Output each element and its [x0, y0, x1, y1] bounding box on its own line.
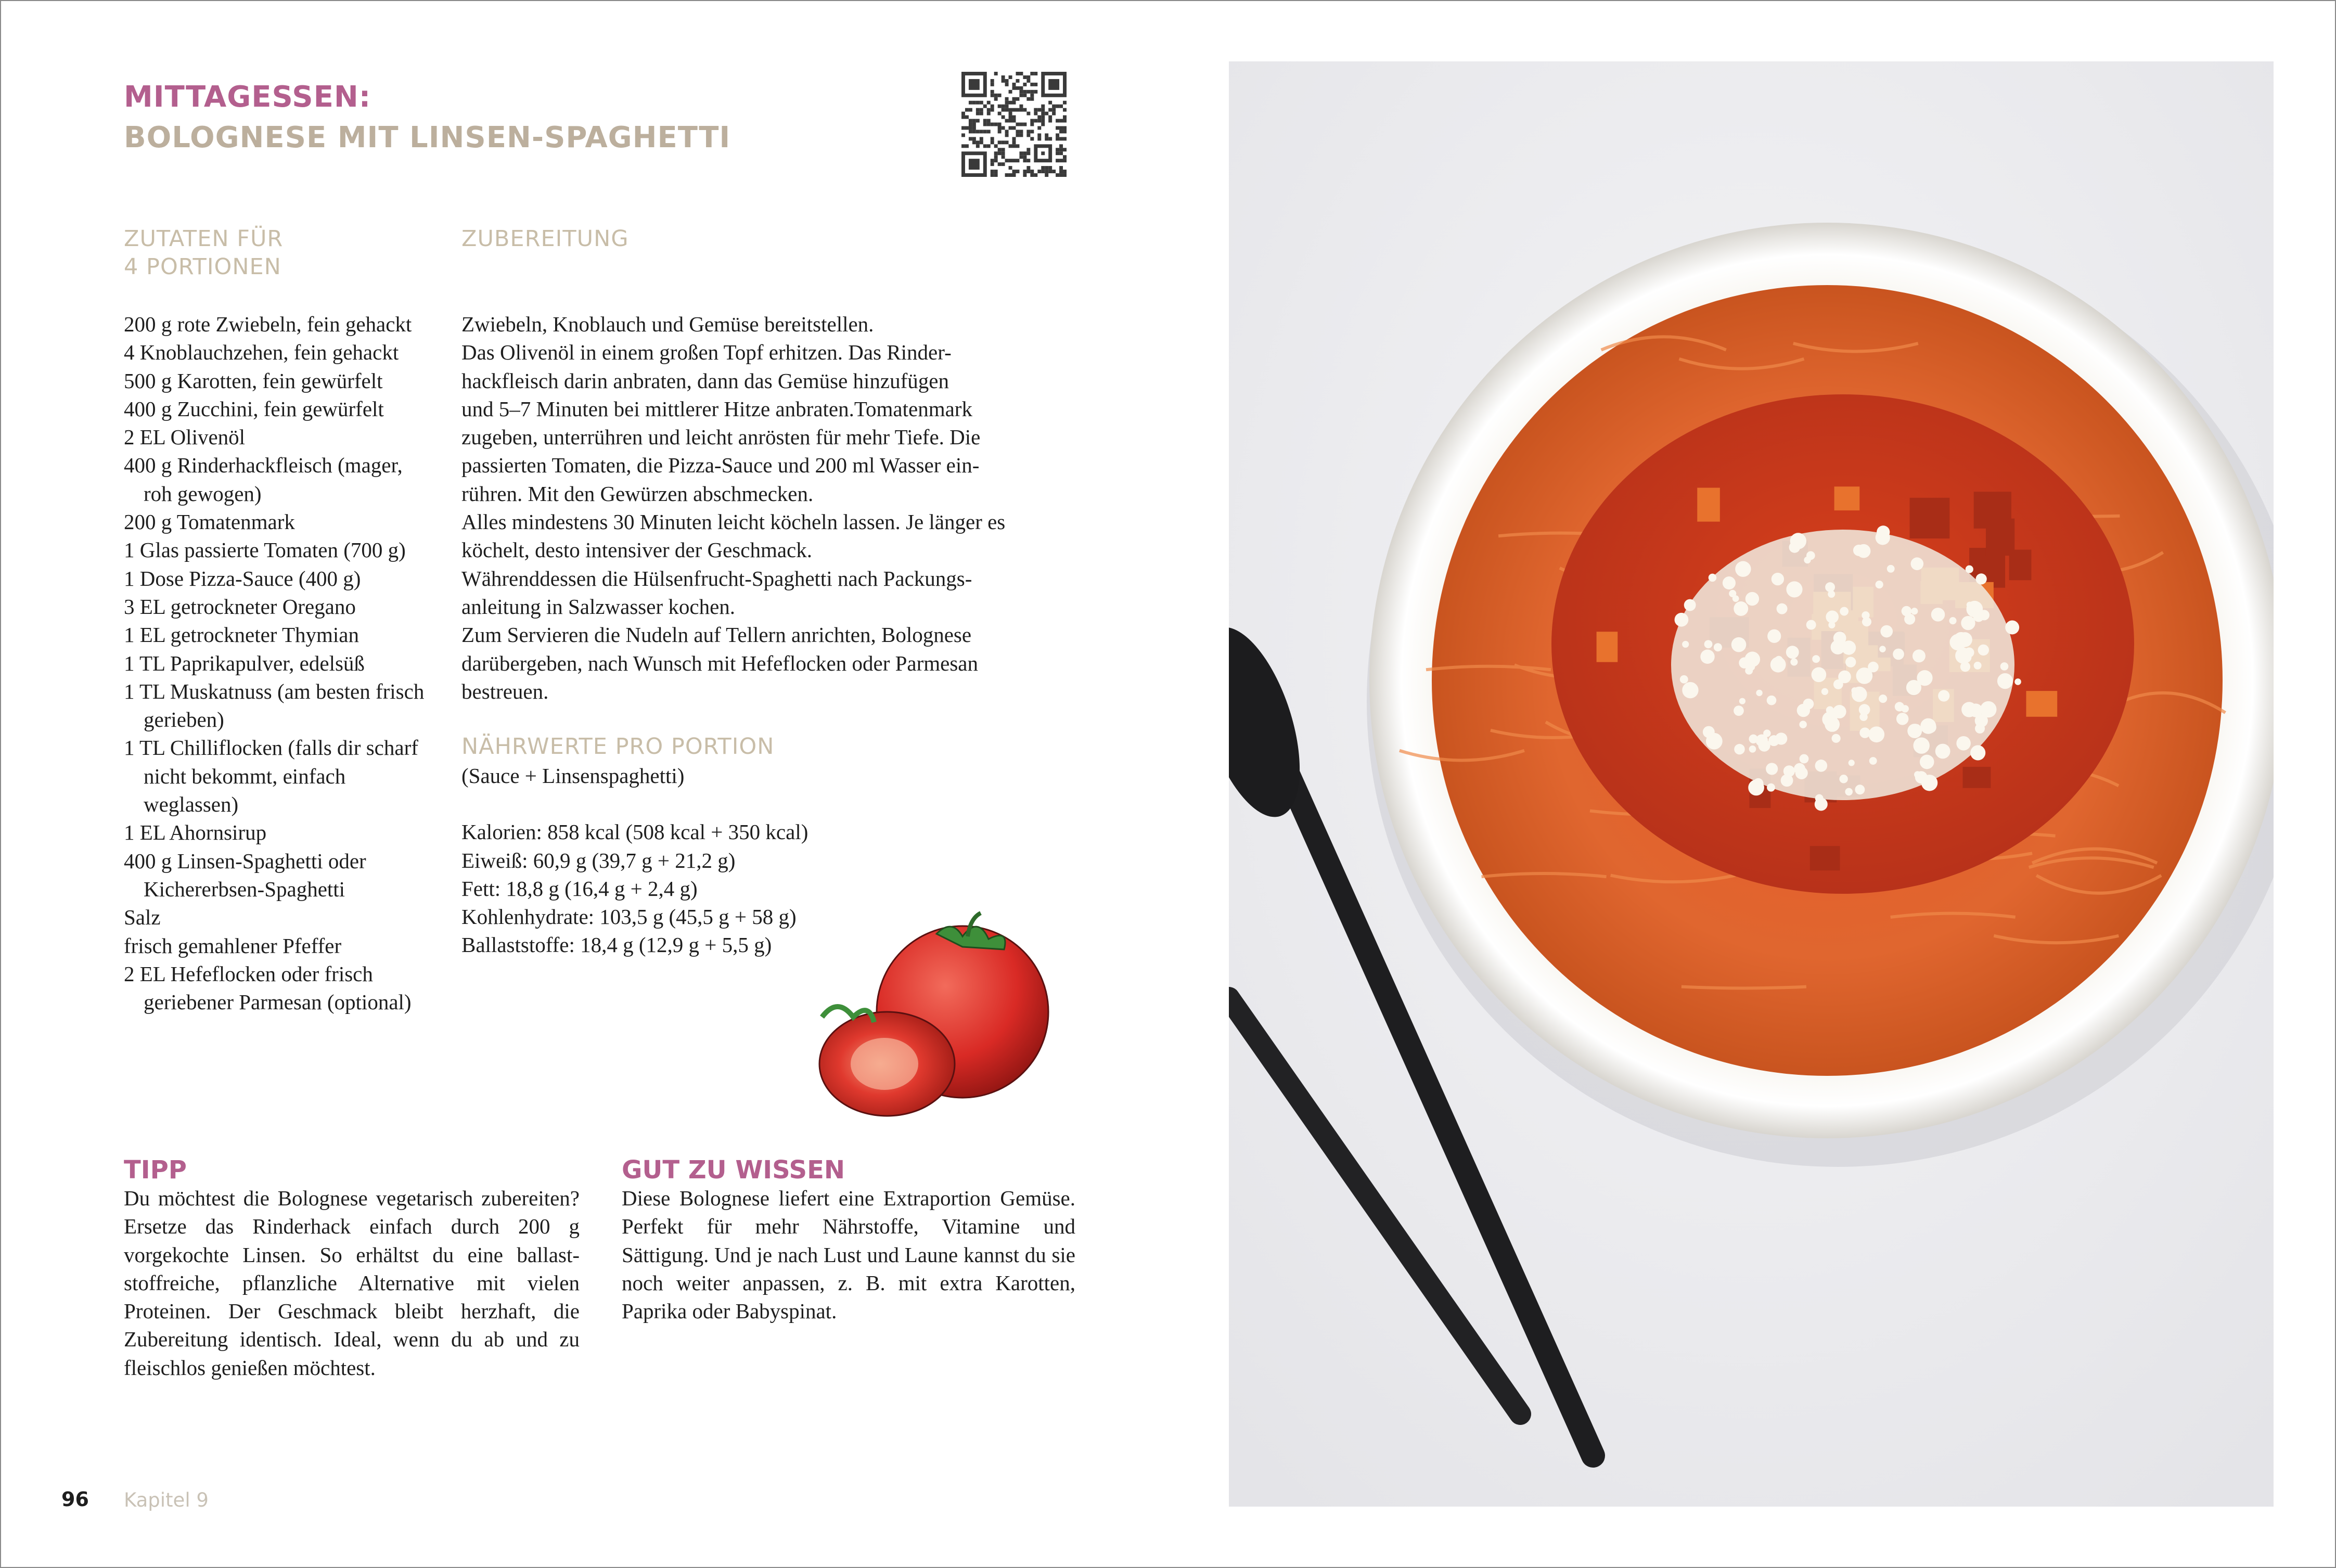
ingredient-item: Salz [124, 905, 161, 930]
nutrition-line: Eiweiß: 60,9 g (39,7 g + 21,2 g) [461, 848, 736, 872]
tipp-heading: TIPP [124, 1155, 187, 1185]
preparation-line: Das Olivenöl in einem großen Topf erhitzen. Das Rinder- [461, 340, 952, 365]
preparation-line: darübergeben, nach Wunsch mit Hefeflocken oder Parmesan [461, 651, 978, 675]
spaghetti-bolognese-photo [1229, 61, 2274, 1507]
ingredient-item: 1 TL Muskatnuss (am besten frisch gerieben) [124, 679, 425, 732]
ingredient-item: 400 g Rinderhackfleisch (mager, roh gewogen) [124, 453, 403, 506]
ingredient-item: 200 g Tomatenmark [124, 510, 295, 534]
ingredients-list [124, 310, 436, 1016]
title-line-2: BOLOGNESE MIT LINSEN-SPAGHETTI [124, 121, 731, 155]
tipp-text: Du möchtest die Bolognese vegetarisch zubereiten? Ersetze das Rinderhack einfach durch 200 g vorgekochte Linsen. So erhältst du eine ballaststoffreiche, pflanzliche Alternative mit vielen Proteinen. Der Geschmack bleibt herzhaft, die Zubereitung identisch. Ideal, wenn du ab und zu fleischlos genießen möchtest. [124, 1186, 580, 1380]
ingredients-heading-line-2: 4 PORTIONEN [124, 254, 281, 280]
gut-zu-wissen-text: Diese Bolognese liefert eine Extraportion Gemüse. Perfekt für mehr Nährstoffe, Vitamine und Sättigung. Und je nach Lust und Laune kannst du sie noch weiter anpassen, z. B. mit extra Karotten, Paprika oder Babyspinat. [622, 1186, 1075, 1323]
nutrition-line: Kalorien: 858 kcal (508 kcal + 350 kcal) [461, 820, 808, 844]
preparation-heading: ZUBEREITUNG [461, 226, 629, 252]
nutrition-heading: NÄHRWERTE PRO PORTION [461, 734, 775, 760]
ingredient-item: 2 EL Olivenöl [124, 425, 246, 449]
page-number: 96 [61, 1488, 89, 1511]
preparation-text [461, 310, 1086, 705]
ingredient-item: 4 Knoblauchzehen, fein gehackt [124, 340, 399, 365]
ingredient-item: 2 EL Hefeflocken oder frisch geriebener Parmesan (optional) [124, 961, 412, 1014]
ingredient-item: 1 EL Ahornsirup [124, 820, 267, 845]
ingredient-item: 400 g Zucchini, fein gewürfelt [124, 396, 384, 421]
nutrition-line: Fett: 18,8 g (16,4 g + 2,4 g) [461, 876, 698, 901]
preparation-line: Zum Servieren die Nudeln auf Tellern anrichten, Bolognese [461, 623, 972, 647]
preparation-line: anleitung in Salzwasser kochen. [461, 594, 736, 619]
preparation-line: hackfleisch darin anbraten, dann das Gemüse hinzufügen [461, 368, 949, 393]
nutrition-line: Kohlenhydrate: 103,5 g (45,5 g + 58 g) [461, 905, 797, 929]
title-line-1: MITTAGESSEN: [124, 80, 371, 114]
preparation-line: und 5–7 Minuten bei mittlerer Hitze anbraten.Tomatenmark [461, 396, 972, 421]
ingredients-heading-line-1: ZUTATEN FÜR [124, 226, 284, 252]
ingredient-item: 1 EL getrockneter Thymian [124, 623, 359, 647]
nutrition-subtitle: (Sauce + Linsenspaghetti) [461, 764, 685, 788]
preparation-line: bestreuen. [461, 679, 549, 703]
tomato-illustration [806, 908, 1067, 1126]
ingredient-item: 3 EL getrockneter Oregano [124, 594, 356, 619]
ingredient-item: 1 TL Paprikapulver, edelsüß [124, 651, 365, 675]
ingredient-item: 500 g Karotten, fein gewürfelt [124, 368, 383, 393]
page-title [124, 77, 730, 158]
ingredient-item: 1 TL Chilliflocken (falls dir scharf nicht bekommt, einfach weglassen) [124, 736, 418, 817]
ingredient-item: 200 g rote Zwiebeln, fein gehackt [124, 312, 412, 336]
ingredient-item: frisch gemahlener Pfeffer [124, 933, 342, 958]
preparation-line: rühren. Mit den Gewürzen abschmecken. [461, 481, 814, 506]
ingredient-item: 400 g Linsen-Spaghetti oder Kichererbsen-Spaghetti [124, 849, 366, 901]
preparation-line: Währenddessen die Hülsenfrucht-Spaghetti nach Packungs- [461, 566, 972, 590]
ingredients-heading [124, 225, 283, 281]
preparation-line: köchelt, desto intensiver der Geschmack. [461, 538, 812, 562]
ingredient-item: 1 Dose Pizza-Sauce (400 g) [124, 566, 361, 590]
preparation-line: Alles mindestens 30 Minuten leicht köcheln lassen. Je länger es [461, 510, 1006, 534]
chapter-label: Kapitel 9 [124, 1489, 209, 1511]
nutrition-line: Ballaststoffe: 18,4 g (12,9 g + 5,5 g) [461, 933, 772, 957]
preparation-line: Zwiebeln, Knoblauch und Gemüse bereitstellen. [461, 312, 874, 336]
gut-zu-wissen-heading: GUT ZU WISSEN [622, 1155, 845, 1185]
preparation-line: zugeben, unterrühren und leicht anrösten für mehr Tiefe. Die [461, 425, 981, 449]
preparation-line: passierten Tomaten, die Pizza-Sauce und 200 ml Wasser ein- [461, 453, 980, 478]
ingredient-item: 1 Glas passierte Tomaten (700 g) [124, 538, 406, 562]
qr-code-icon[interactable] [961, 72, 1067, 177]
